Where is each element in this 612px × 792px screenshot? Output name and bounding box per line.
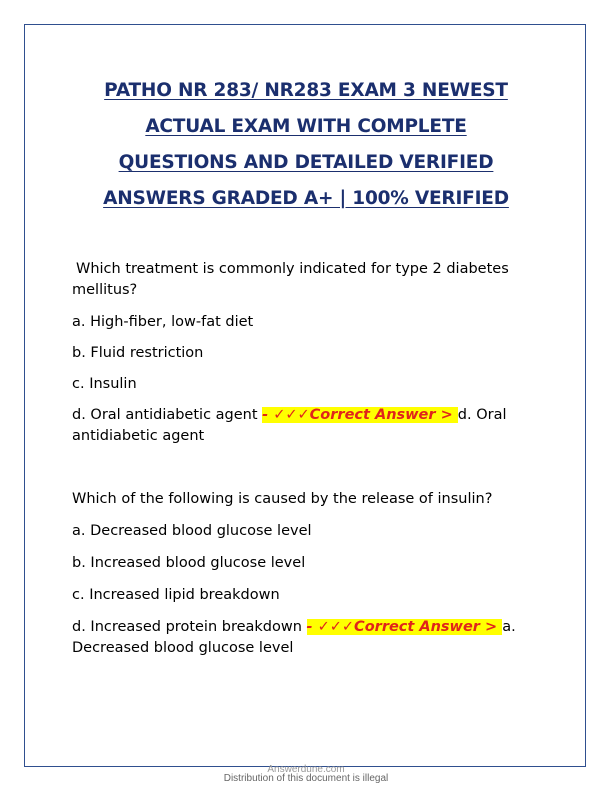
question-text: Which treatment is commonly indicated for type 2 diabetes mellitus? — [72, 261, 509, 298]
title-line-3: QUESTIONS AND DETAILED VERIFIED — [118, 152, 494, 173]
answer-option: a. Decreased blood glucose level — [72, 523, 312, 539]
answer-option: c. Insulin — [72, 376, 137, 392]
title-line-1: PATHO NR 283/ NR283 EXAM 3 NEWEST — [104, 80, 508, 101]
footer-note: Distribution of this document is illegal — [223, 773, 389, 784]
correct-answer-line — [72, 617, 542, 659]
answer-option: d. Oral antidiabetic agent — [72, 407, 263, 423]
document-title — [60, 73, 552, 217]
footer-site: Answerdune.com — [267, 764, 345, 775]
title-line-2: ACTUAL EXAM WITH COMPLETE — [145, 116, 467, 137]
question-block-2 — [72, 489, 542, 659]
answer-option: d. Increased protein breakdown — [72, 619, 307, 635]
correct-answer-text: a. Decreased blood glucose level — [72, 619, 516, 656]
answer-option: b. Increased blood glucose level — [72, 555, 306, 571]
correct-answer-highlight: - ✓✓✓Correct Answer > — [306, 619, 503, 635]
correct-answer-text: d. Oral antidiabetic agent — [72, 407, 507, 444]
correct-answer-highlight: - ✓✓✓Correct Answer > — [262, 407, 458, 423]
document-body — [72, 259, 542, 659]
title-line-4: ANSWERS GRADED A+ | 100% VERIFIED — [103, 188, 509, 209]
answer-option: b. Fluid restriction — [72, 345, 204, 361]
question-text: Which of the following is caused by the release of insulin? — [72, 491, 493, 507]
correct-answer-line — [72, 405, 542, 447]
answer-option: c. Increased lipid breakdown — [72, 587, 280, 603]
question-block-1 — [72, 259, 542, 447]
answer-option: a. High-fiber, low-fat diet — [72, 314, 254, 330]
